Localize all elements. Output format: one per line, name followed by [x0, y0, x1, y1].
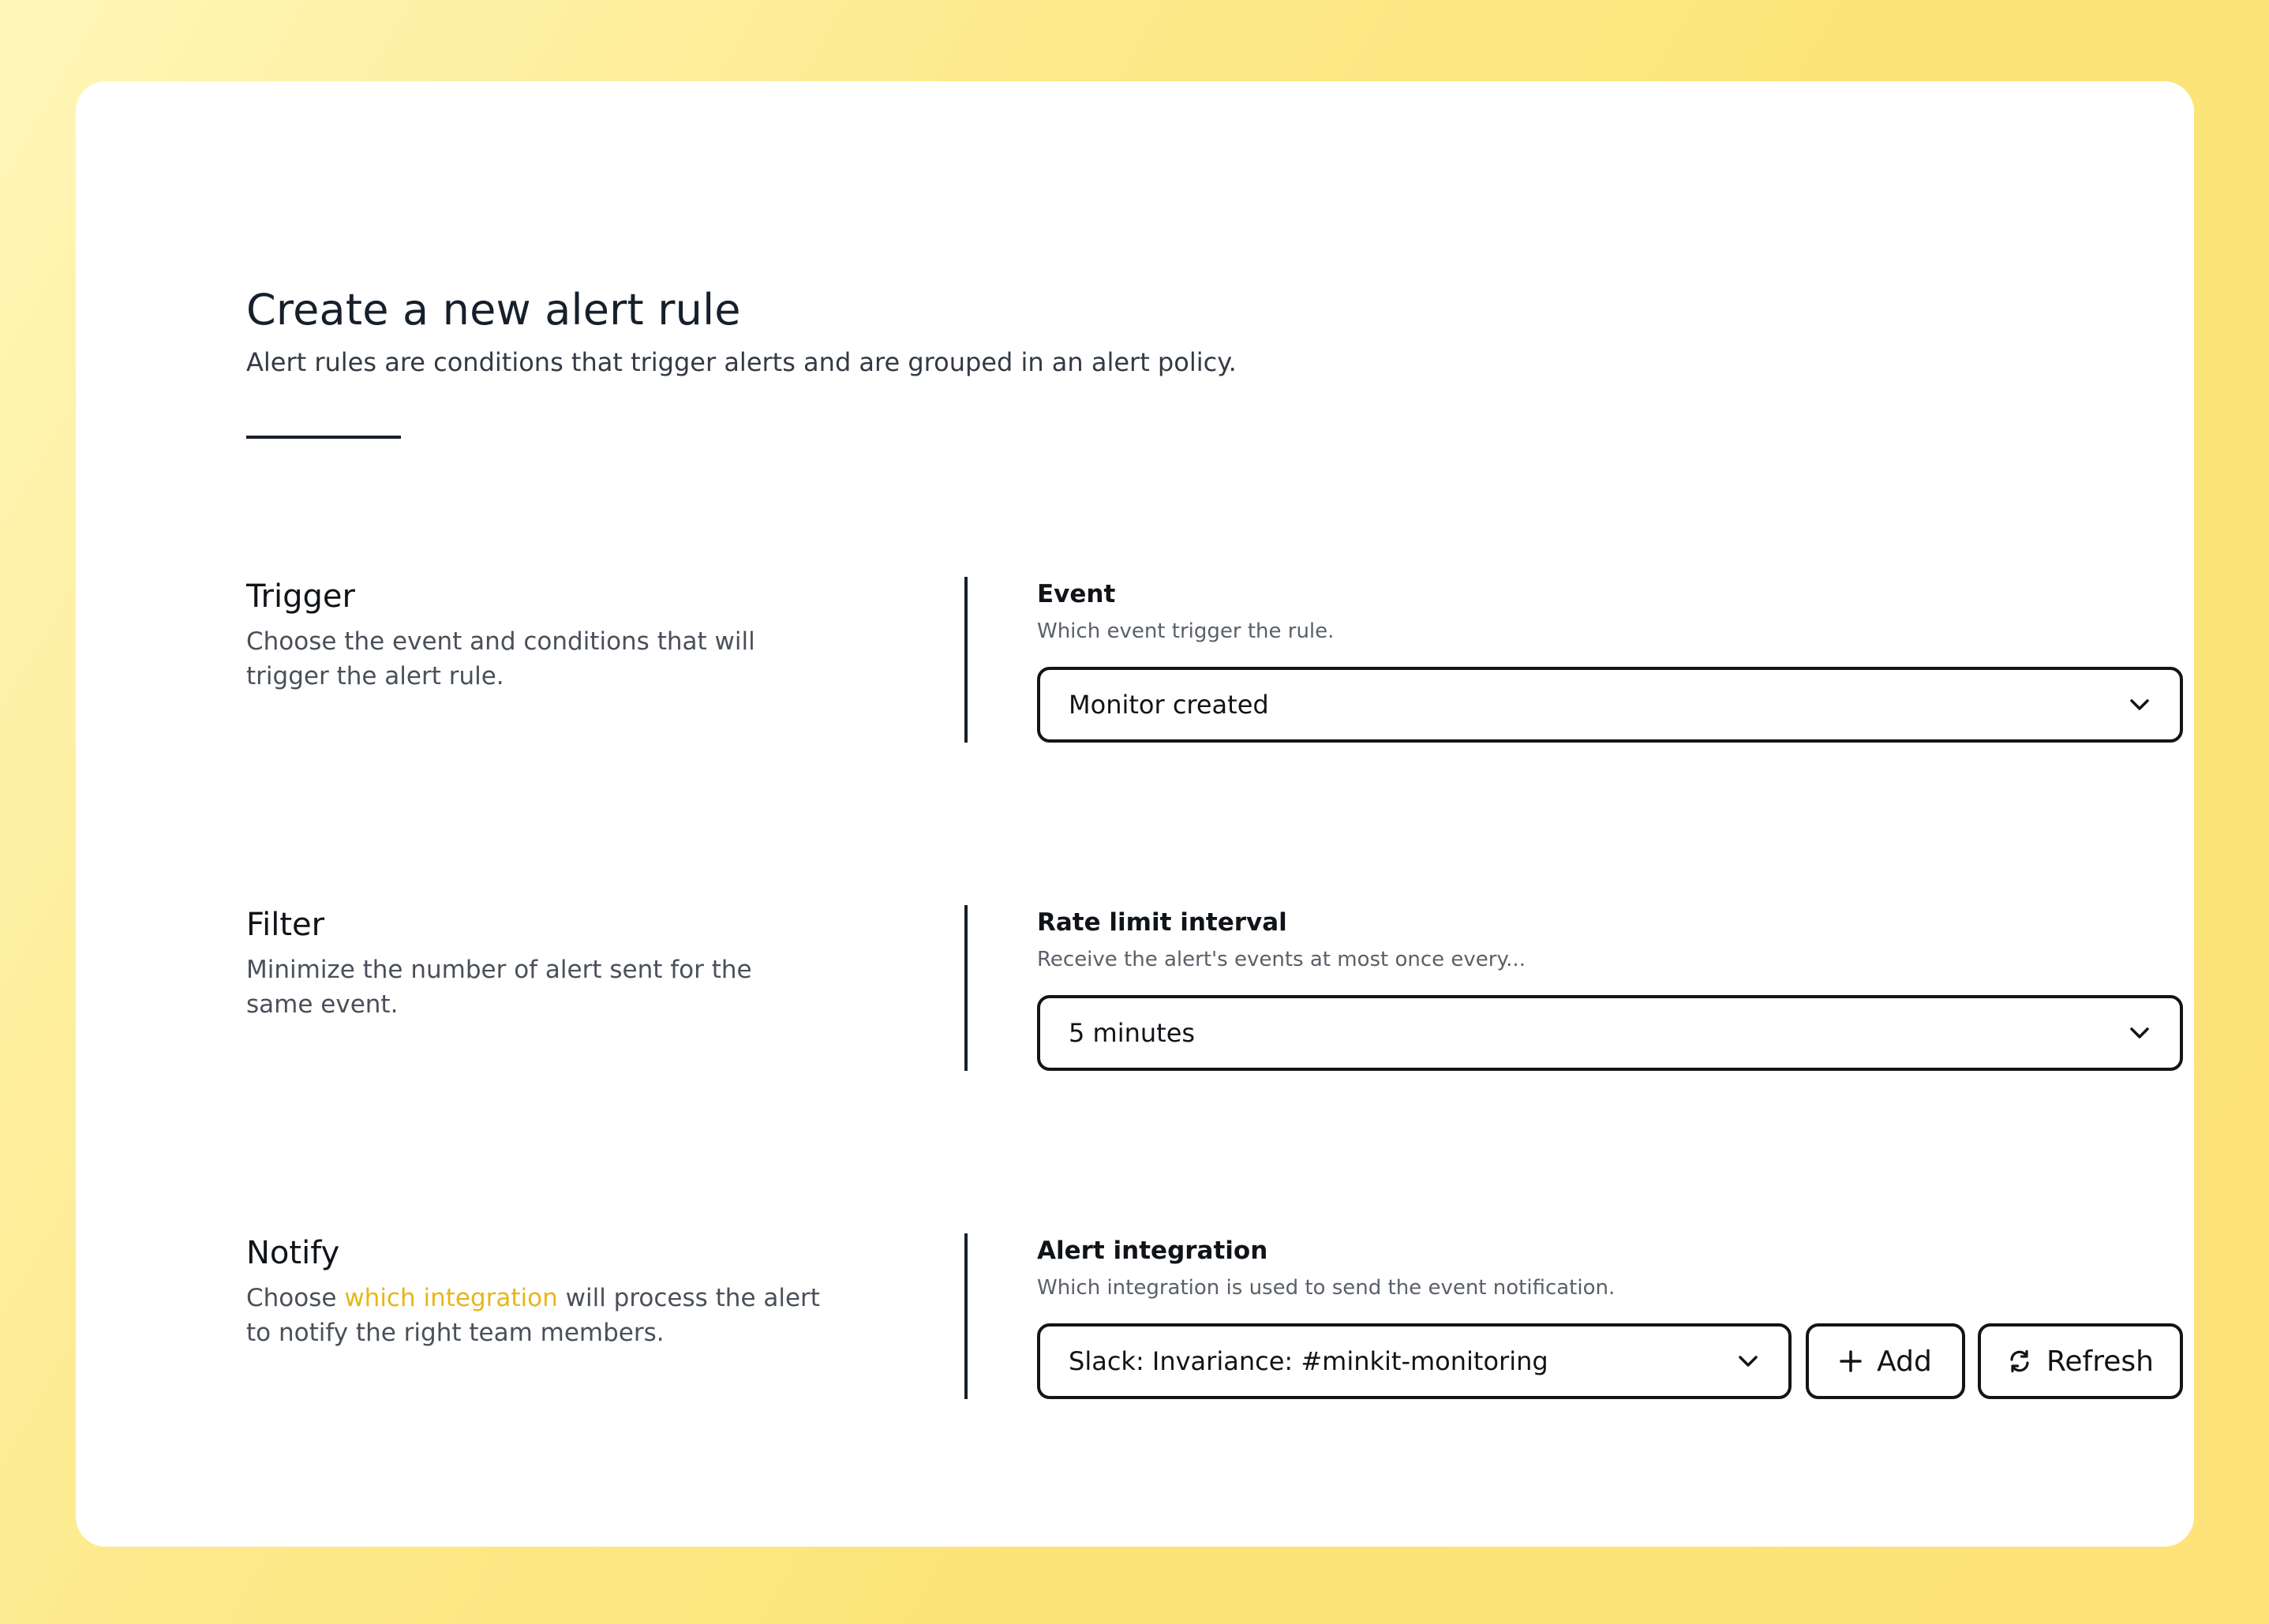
notify-section-title: Notify [246, 1235, 340, 1271]
rate-limit-field-label: Rate limit interval [1037, 908, 1287, 937]
trigger-section [246, 578, 2183, 744]
refresh-icon [2007, 1349, 2032, 1374]
refresh-integrations-button[interactable] [1978, 1323, 2183, 1399]
trigger-section-description: Choose the event and conditions that will trigger the alert rule. [246, 627, 755, 690]
filter-section [246, 907, 2183, 1072]
section-divider [964, 577, 968, 743]
title-underline [246, 436, 401, 439]
alert-integration-field-label: Alert integration [1037, 1237, 1268, 1265]
alert-rule-card [76, 81, 2194, 1547]
notify-section-description [246, 1281, 822, 1350]
rate-limit-field-help: Receive the alert's events at most once every... [1037, 948, 1526, 971]
alert-integration-field-help: Which integration is used to send the event notification. [1037, 1276, 1616, 1300]
alert-integration-select[interactable] [1037, 1323, 1792, 1399]
rate-limit-select-value: 5 minutes [1069, 1018, 1196, 1048]
filter-section-description: Minimize the number of alert sent for the same event. [246, 956, 752, 1019]
add-integration-button[interactable] [1806, 1323, 1965, 1399]
event-select-value: Monitor created [1069, 690, 1269, 720]
notify-description-end: will process the alert to notify the right team members. [246, 1284, 820, 1347]
section-divider [964, 1233, 968, 1399]
event-field-help: Which event trigger the rule. [1037, 619, 1335, 643]
notify-description-start: Choose [246, 1284, 345, 1312]
filter-section-title: Filter [246, 907, 325, 943]
rate-limit-select[interactable] [1037, 995, 2183, 1071]
refresh-button-label: Refresh [2046, 1345, 2154, 1378]
page-subtitle: Alert rules are conditions that trigger alerts and are grouped in an alert policy. [246, 347, 1237, 377]
chevron-down-icon [2128, 693, 2151, 717]
section-divider [964, 905, 968, 1071]
event-field-label: Event [1037, 580, 1116, 608]
page-title: Create a new alert rule [246, 285, 741, 335]
notify-section [246, 1235, 2183, 1401]
plus-icon [1839, 1349, 1863, 1373]
trigger-section-title: Trigger [246, 578, 355, 615]
chevron-down-icon [1736, 1349, 1760, 1373]
chevron-down-icon [2128, 1021, 2151, 1045]
which-integration-link[interactable]: which integration [344, 1284, 558, 1312]
add-button-label: Add [1877, 1345, 1932, 1378]
event-select[interactable] [1037, 667, 2183, 743]
alert-integration-select-value: Slack: Invariance: #minkit-monitoring [1069, 1346, 1548, 1376]
